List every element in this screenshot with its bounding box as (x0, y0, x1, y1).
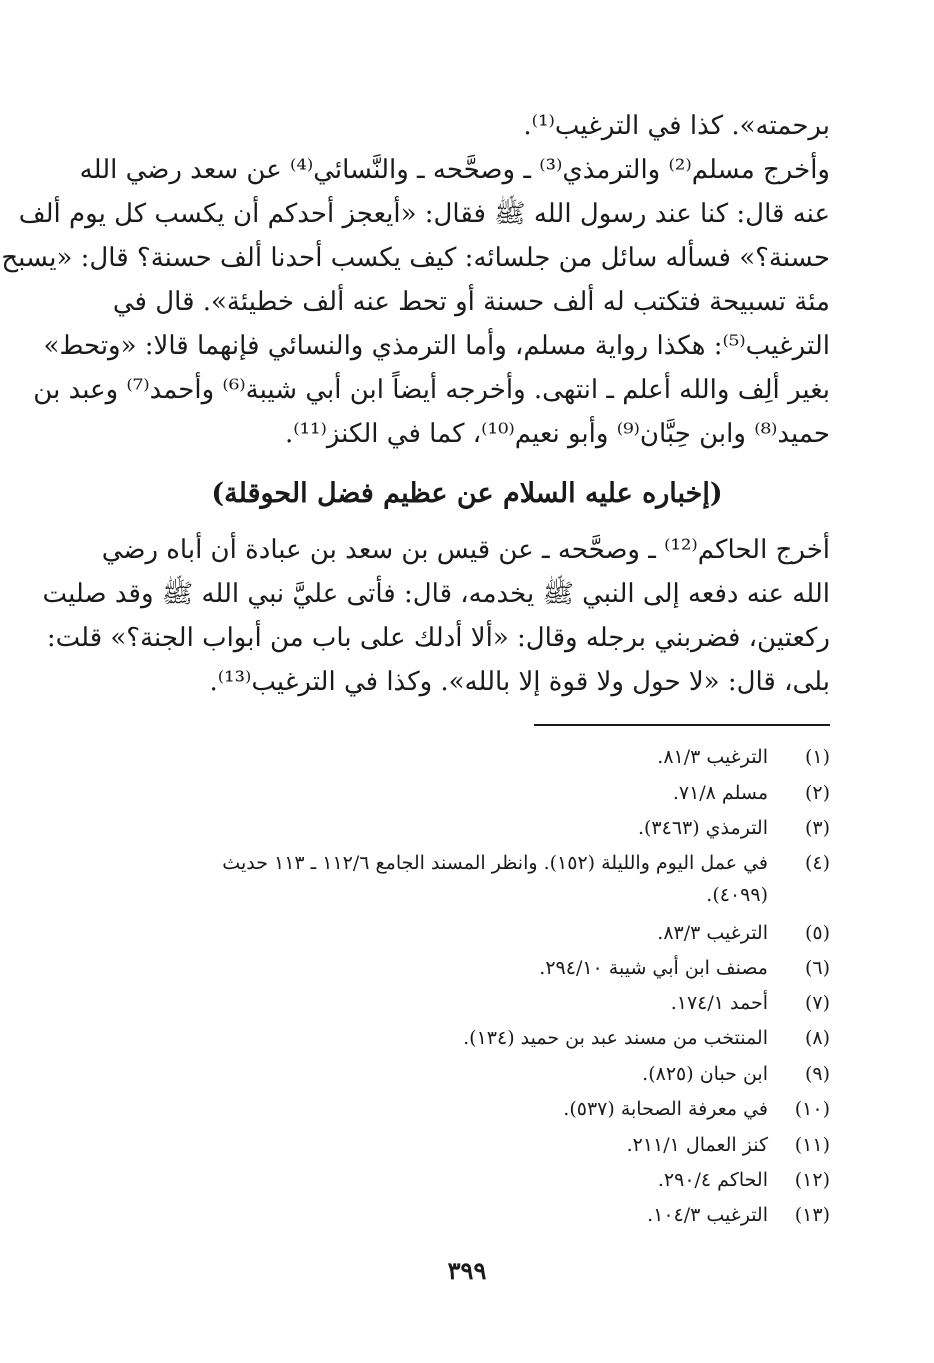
body-line: برحمته». كذا في الترغيب⁽¹⁾. (523, 111, 830, 141)
body-line: الله عنه دفعه إلى النبي ﷺ يخدمه، قال: فأتى عليَّ نبي الله ﷺ وقد صليت (42, 579, 830, 609)
body-line: أخرج الحاكم⁽¹²⁾ ـ وصحَّحه ـ عن قيس بن سعد بن عبادة أن أباه رضي (101, 535, 830, 565)
body-line: ركعتين، فضربني برجله وقال: «ألا أدلك على باب من أبواب الجنة؟» قلت: (46, 623, 830, 653)
footnote-number: (١) (804, 746, 830, 768)
footnote-text: الترغيب ١٠٤/٣. (647, 1204, 768, 1226)
footnote-text: المنتخب من مسند عبد بن حميد (١٣٤). (463, 1027, 768, 1049)
body-line: بلى، قال: «لا حول ولا قوة إلا بالله». وكذا في الترغيب⁽¹³⁾. (209, 667, 830, 697)
footnote-number: (٢) (804, 782, 830, 804)
footnote-text: مصنف ابن أبي شيبة ٢٩٤/١٠. (539, 957, 768, 979)
footnote-text: أحمد ١٧٤/١. (670, 992, 768, 1014)
footnote-continuation: (٤٠٩٩). (706, 884, 768, 906)
footnote (130, 988, 830, 1018)
footnote-text: كنز العمال ٢١١/١. (626, 1134, 768, 1156)
footnote-text: الترمذي (٣٤٦٣). (637, 817, 768, 839)
footnote (130, 918, 830, 948)
footnote-divider (534, 724, 830, 726)
footnote (130, 1094, 830, 1124)
footnote-text: الترغيب ٨١/٣. (657, 746, 768, 768)
footnote (130, 742, 830, 772)
footnote (130, 848, 830, 878)
body-line: حسنة؟» فسأله سائل من جلسائه: كيف يكسب أحدنا ألف حسنة؟ قال: «يسبح (1, 243, 830, 273)
footnote-number: (١١) (794, 1134, 830, 1156)
footnote (130, 813, 830, 843)
footnote (130, 1165, 830, 1195)
page-number: ٣٩٩ (447, 1256, 487, 1285)
footnote-number: (٦) (804, 957, 830, 979)
footnote-text: في عمل اليوم والليلة (١٥٢). وانظر المسند الجامع ١١٢/٦ ـ ١١٣ حديث (222, 852, 768, 874)
body-line: وأخرج مسلم⁽²⁾ والترمذي⁽³⁾ ـ وصحَّحه ـ والنَّسائي⁽⁴⁾ عن سعد رضي الله (79, 155, 830, 185)
footnote-number: (٨) (804, 1027, 830, 1049)
section-heading: (إخباره عليه السلام عن عظيم فضل الحوقلة) (211, 478, 723, 509)
footnote (130, 1200, 830, 1230)
footnote-number: (٣) (804, 817, 830, 839)
footnote-number: (١٠) (794, 1098, 830, 1120)
footnote-number: (٤) (804, 852, 830, 874)
footnote (130, 778, 830, 808)
footnote-text: الترغيب ٨٣/٣. (657, 922, 768, 944)
body-line: حميد⁽⁸⁾ وابن حِبَّان⁽⁹⁾ وأبو نعيم⁽¹⁰⁾، كما في الكنز⁽¹¹⁾. (284, 419, 830, 449)
footnote-number: (٥) (804, 922, 830, 944)
footnote-text: مسلم ٧١/٨. (672, 782, 768, 804)
footnote-number: (١٢) (794, 1169, 830, 1191)
footnote-text: الحاكم ٢٩٠/٤. (657, 1169, 768, 1191)
footnote (130, 953, 830, 983)
body-line: عنه قال: كنا عند رسول الله ﷺ فقال: «أيعجز أحدكم أن يكسب كل يوم ألف (18, 199, 830, 229)
footnote-number: (٧) (804, 992, 830, 1014)
footnote (130, 1023, 830, 1053)
footnote-text: ابن حبان (٨٢٥). (642, 1063, 768, 1085)
footnote-text: في معرفة الصحابة (٥٣٧). (563, 1098, 768, 1120)
footnote (130, 1059, 830, 1089)
body-line: مئة تسبيحة فتكتب له ألف حسنة أو تحط عنه ألف خطيئة». قال في (112, 287, 830, 317)
footnote (130, 1130, 830, 1160)
body-line: الترغيب⁽⁵⁾: هكذا رواية مسلم، وأما الترمذي والنسائي فإنهما قالا: «وتحط» (43, 331, 830, 361)
body-line: بغير ألِف والله أعلم ـ انتهى. وأخرجه أيضاً ابن أبي شيبة⁽⁶⁾ وأحمد⁽⁷⁾ وعبد بن (33, 375, 830, 405)
footnote-number: (١٣) (794, 1204, 830, 1226)
footnote-number: (٩) (804, 1063, 830, 1085)
